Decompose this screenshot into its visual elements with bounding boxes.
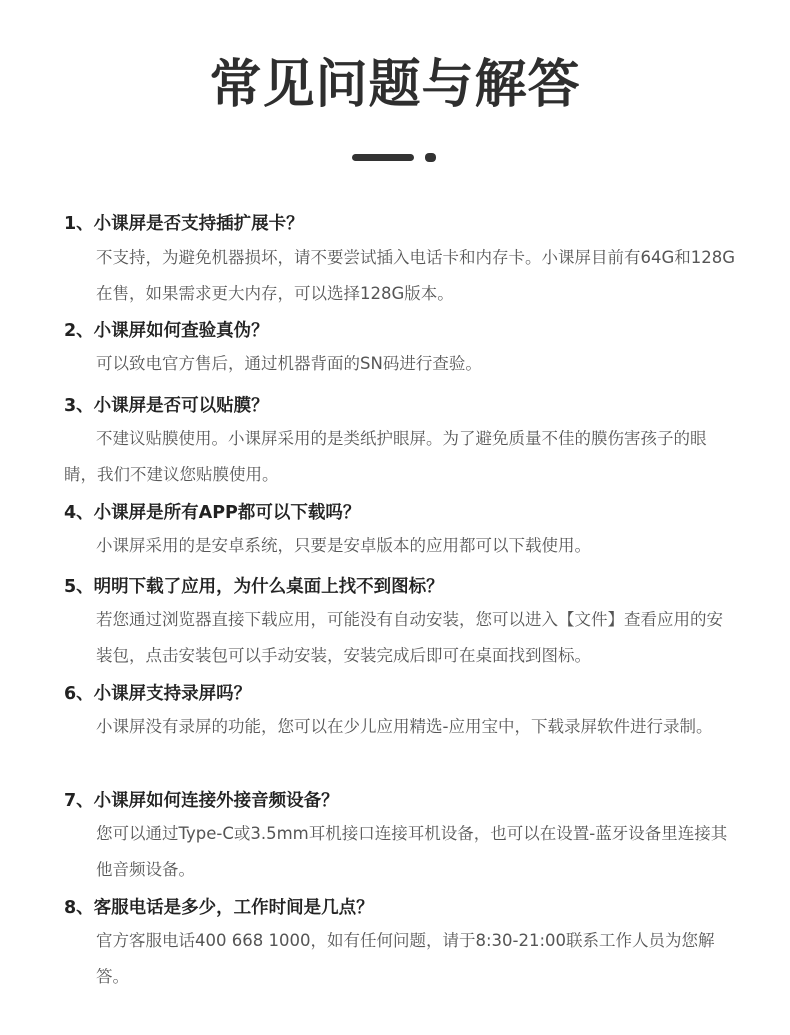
faq-question-8: 8、客服电话是多少，工作时间是几点？ bbox=[64, 898, 374, 918]
faq-question-5: 5、明明下载了应用，为什么桌面上找不到图标？ bbox=[64, 577, 444, 597]
faq-question-4: 4、小课屏是所有APP都可以下载吗？ bbox=[64, 503, 361, 523]
faq-question-2: 2、小课屏如何查验真伪？ bbox=[64, 321, 269, 341]
faq-question-1: 1、小课屏是否支持插扩展卡？ bbox=[64, 214, 304, 234]
page-title: 常见问题与解答 bbox=[209, 55, 581, 115]
faq-answer-1: 不支持，为避免机器损坏，请不要尝试插入电话卡和内存卡。小课屏目前有64G和128G在售，如果需求更大内存，可以选择128G版本。 bbox=[96, 248, 736, 303]
title-divider-dot bbox=[425, 153, 436, 162]
faq-answer-6: 小课屏没有录屏的功能，您可以在少儿应用精选-应用宝中，下载录屏软件进行录制。 bbox=[96, 717, 713, 736]
faq-answer-4: 小课屏采用的是安卓系统，只要是安卓版本的应用都可以下载使用。 bbox=[96, 536, 591, 555]
faq-question-6: 6、小课屏支持录屏吗？ bbox=[64, 684, 252, 704]
faq-answer-2: 可以致电官方售后，通过机器背面的SN码进行查验。 bbox=[96, 354, 482, 373]
faq-answer-5: 若您通过浏览器直接下载应用，可能没有自动安装，您可以进入【文件】查看应用的安装包，点击安装包可以手动安装，安装完成后即可在桌面找到图标。 bbox=[96, 610, 723, 665]
faq-answer-8: 官方客服电话400 668 1000，如有任何问题，请于8:30-21:00联系工作人员为您解答。 bbox=[96, 931, 715, 986]
title-divider-bar bbox=[352, 154, 414, 161]
faq-question-7: 7、小课屏如何连接外接音频设备？ bbox=[64, 791, 339, 811]
faq-question-3: 3、小课屏是否可以贴膜？ bbox=[64, 396, 269, 416]
faq-answer-7: 您可以通过Type-C或3.5mm耳机接口连接耳机设备，也可以在设置-蓝牙设备里连接其他音频设备。 bbox=[96, 824, 728, 879]
faq-answer-3: 不建议贴膜使用。小课屏采用的是类纸护眼屏。为了避免质量不佳的膜伤害孩子的眼睛，我们不建议您贴膜使用。 bbox=[64, 429, 707, 484]
